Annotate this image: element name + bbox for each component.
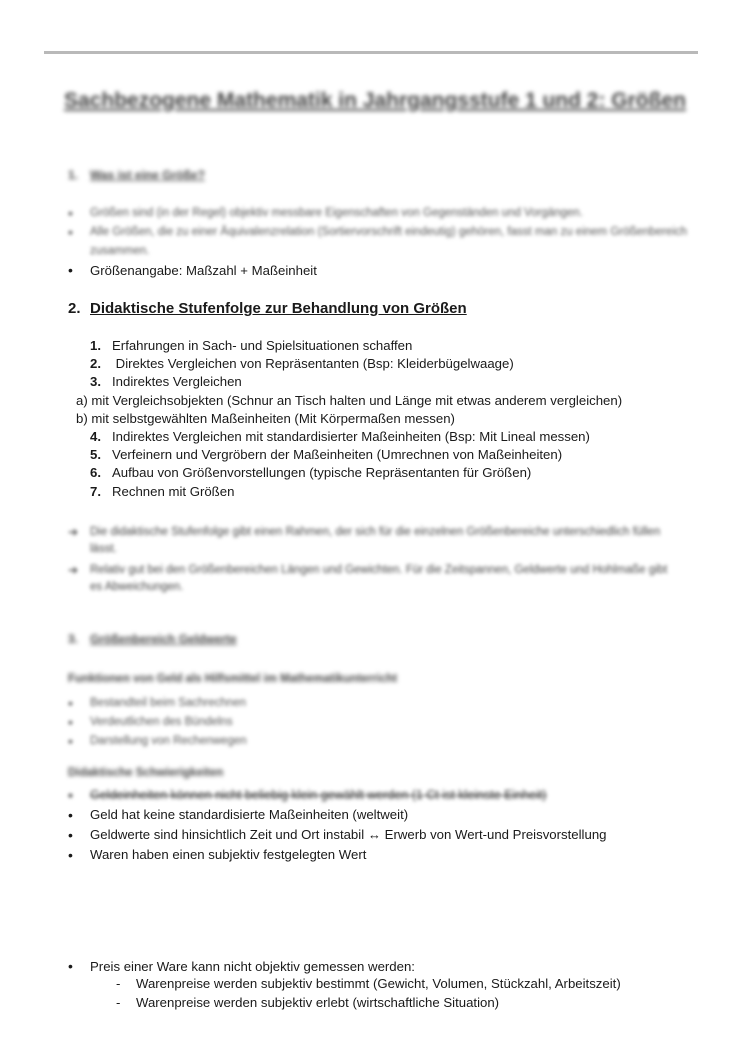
note-item: ➔ Die didaktische Stufenfolge gibt einen Rahmen, der sich für die einzelnen Größenbereiche unterschiedlich füllen lässt. <box>68 524 668 558</box>
step-number: 5. <box>90 447 101 463</box>
list-item: • Größen sind (in der Regel) objektiv messbare Eigenschaften von Gegenständen und Vorgängen. <box>66 204 706 223</box>
step-text: Rechnen mit Größen <box>112 483 235 499</box>
step-number: 6. <box>90 465 101 481</box>
list-item <box>90 446 622 464</box>
list-item <box>90 355 622 373</box>
step-text: Erfahrungen in Sach- und Spielsituationen schaffen <box>112 338 413 353</box>
step-number: 4. <box>90 429 101 445</box>
section-2-title: Didaktische Stufenfolge zur Behandlung von Größen <box>90 300 467 317</box>
list-item <box>62 392 622 410</box>
price-points-list <box>116 974 621 1012</box>
section-3-number: 3. <box>68 632 79 646</box>
step-text: Indirektes Vergleichen <box>112 374 242 390</box>
section-3-heading <box>68 632 237 646</box>
section-1-number: 1. <box>68 168 79 182</box>
step-number: 1. <box>90 338 101 353</box>
functions-list <box>66 694 247 751</box>
list-item: • Bestandteil beim Sachrechnen <box>66 694 247 713</box>
list-item <box>90 464 622 482</box>
list-item: • Waren haben einen subjektiv festgelegten Wert <box>66 845 606 865</box>
list-item: • Geld hat keine standardisierte Maßeinheiten (weltweit) <box>66 805 606 825</box>
list-item: • Alle Größen, die zu einer Äquivalenzrelation (Sortiervorschrift eindeutig) gehören, fasst man zu einem Größenbereich zusammen. <box>66 223 706 261</box>
list-item: - Warenpreise werden subjektiv bestimmt (Gewicht, Volumen, Stückzahl, Arbeitszeit) <box>116 974 621 993</box>
step-text: Direktes Vergleichen von Repräsentanten (Bsp: Kleiderbügelwaage) <box>112 356 514 372</box>
section-1-heading <box>68 168 205 182</box>
section-1-title: Was ist eine Größe? <box>90 168 205 182</box>
list-item: • Geldeinheiten können nicht beliebig klein gewählt werden (1 Ct ist kleinste Einheit) <box>66 786 606 805</box>
list-item <box>90 428 622 446</box>
step-text: a) mit Vergleichsobjekten (Schnur an Tisch halten und Länge mit etwas anderem vergleichen) <box>76 392 623 408</box>
list-item: • Geldwerte sind hinsichtlich Zeit und Ort instabil ↔ Erwerb von Wert-und Preisvorstellung <box>66 825 606 845</box>
functions-heading: Funktionen von Geld als Hilfsmittel im Mathematikunterricht <box>68 673 398 685</box>
list-item <box>90 373 622 391</box>
note-item: ➔ Relativ gut bei den Größenbereichen Längen und Gewichten. Für die Zeitspannen, Geldwerte und Hohlmaße gibt es Abweichungen. <box>68 562 668 596</box>
step-number: 3. <box>90 374 101 390</box>
list-item <box>62 410 622 428</box>
page-title: Sachbezogene Mathematik in Jahrgangsstufe 1 und 2: Größen <box>64 89 686 112</box>
section-3-title: Größenbereich Geldwerte <box>90 632 237 646</box>
section-2-notes <box>68 524 668 596</box>
step-number: 7. <box>90 483 101 499</box>
top-rule <box>44 51 698 54</box>
list-item <box>90 483 622 501</box>
step-text: Verfeinern und Vergröbern der Maßeinheiten (Umrechnen von Maßeinheiten) <box>112 447 563 463</box>
section-2-number: 2. <box>68 300 81 317</box>
list-item: • Preis einer Ware kann nicht objektiv gemessen werden: <box>66 957 415 976</box>
step-text: Indirektes Vergleichen mit standardisierter Maßeinheiten (Bsp: Mit Lineal messen) <box>112 429 590 445</box>
step-text: Aufbau von Größenvorstellungen (typische Repräsentanten für Größen) <box>112 465 532 481</box>
list-item: • Verdeutlichen des Bündelns <box>66 713 247 732</box>
didactic-steps-list <box>76 337 623 501</box>
list-item: • Darstellung von Rechenwegen <box>66 732 247 751</box>
step-number: 2. <box>90 356 101 372</box>
list-item: - Warenpreise werden subjektiv erlebt (wirtschaftliche Situation) <box>116 993 621 1012</box>
list-item <box>90 337 622 355</box>
list-item: • Größenangabe: Maßzahl + Maßeinheit <box>66 261 706 280</box>
section-2-heading <box>68 300 467 317</box>
difficulties-list <box>66 786 606 865</box>
difficulties-heading: Didaktische Schwierigkeiten <box>68 767 224 779</box>
section-1-list <box>66 204 706 280</box>
step-text: b) mit selbstgewählten Maßeinheiten (Mit Körpermaßen messen) <box>76 410 455 426</box>
